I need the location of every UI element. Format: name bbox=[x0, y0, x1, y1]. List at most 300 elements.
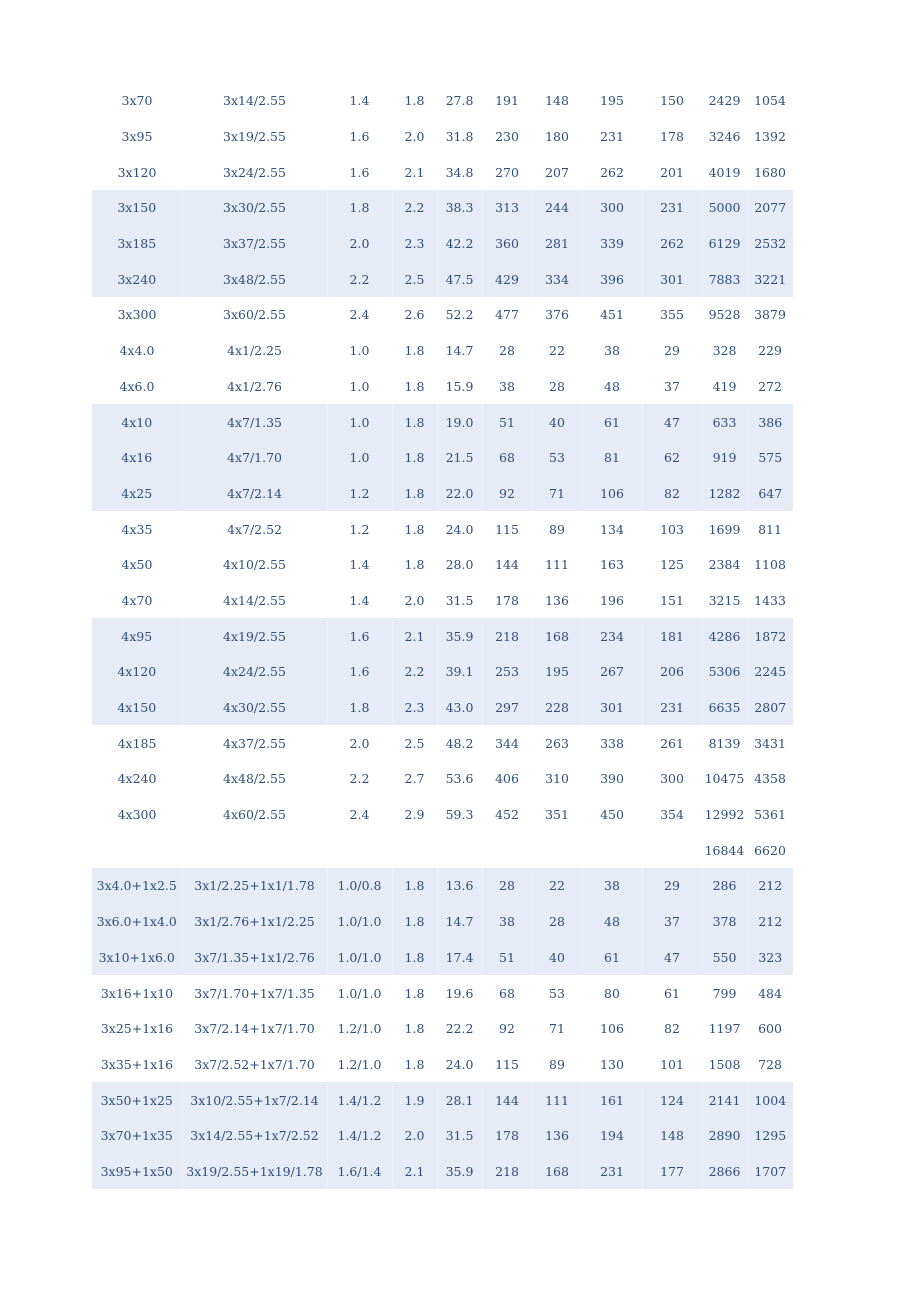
table-cell: 2.1 bbox=[404, 164, 425, 180]
table-cell: 484 bbox=[758, 985, 782, 1001]
table-cell: 1.8 bbox=[404, 985, 425, 1001]
table-cell: 2.1 bbox=[392, 1154, 437, 1190]
table-cell: 2890 bbox=[702, 1118, 747, 1154]
table-cell: 2.3 bbox=[392, 690, 437, 726]
table-cell: 270 bbox=[495, 164, 519, 180]
table-cell: 22 bbox=[532, 868, 582, 904]
table-cell: 3x4.0+1x2.5 bbox=[92, 868, 182, 904]
table-cell: 28.1 bbox=[437, 1082, 482, 1118]
table-cell: 4x19/2.55 bbox=[182, 618, 327, 654]
table-cell: 1.4 bbox=[349, 557, 370, 573]
table-cell: 1.0 bbox=[327, 404, 392, 440]
table-cell: 3x95+1x50 bbox=[92, 1154, 182, 1190]
table-cell: 168 bbox=[532, 618, 582, 654]
table-cell: 406 bbox=[495, 771, 519, 787]
table-cell: 231 bbox=[642, 690, 702, 726]
table-cell: 43.0 bbox=[437, 690, 482, 726]
table-cell: 136 bbox=[545, 592, 569, 608]
table-cell: 195 bbox=[600, 93, 624, 109]
table-cell: 1.8 bbox=[392, 940, 437, 976]
table-cell: 144 bbox=[495, 557, 519, 573]
table-row bbox=[92, 1082, 793, 1118]
table-cell: 4x1/2.25 bbox=[227, 343, 282, 359]
table-cell: 31.5 bbox=[445, 592, 474, 608]
table-cell: 144 bbox=[482, 1082, 532, 1118]
table-cell: 218 bbox=[482, 618, 532, 654]
table-cell: 2.5 bbox=[404, 735, 425, 751]
table-cell: 4x60/2.55 bbox=[223, 807, 286, 823]
table-cell: 3x240 bbox=[92, 261, 182, 297]
table-cell: 195 bbox=[532, 654, 582, 690]
table-cell: 1.4 bbox=[349, 93, 370, 109]
table-cell: 4286 bbox=[702, 618, 747, 654]
table-cell: 4x120 bbox=[92, 654, 182, 690]
table-row bbox=[92, 83, 793, 119]
table-cell: 1.2/1.0 bbox=[337, 1056, 382, 1072]
table-cell bbox=[437, 832, 482, 868]
table-cell: 3x50+1x25 bbox=[92, 1082, 182, 1118]
table-row bbox=[92, 1118, 793, 1154]
table-row bbox=[92, 904, 793, 940]
table-cell: 477 bbox=[495, 307, 519, 323]
table-cell: 1.4/1.2 bbox=[327, 1082, 392, 1118]
table-cell: 212 bbox=[747, 904, 793, 940]
table-cell: 1508 bbox=[708, 1056, 741, 1072]
table-cell: 206 bbox=[642, 654, 702, 690]
table-cell: 71 bbox=[549, 1021, 565, 1037]
table-cell: 244 bbox=[532, 190, 582, 226]
table-cell: 4x1/2.76 bbox=[227, 378, 282, 394]
table-cell: 1.8 bbox=[392, 440, 437, 476]
table-cell: 4x10 bbox=[92, 404, 182, 440]
table-cell: 3215 bbox=[708, 592, 741, 608]
table-cell: 355 bbox=[660, 307, 684, 323]
table-cell: 3x14/2.55 bbox=[223, 93, 286, 109]
table-cell: 550 bbox=[702, 940, 747, 976]
table-cell: 231 bbox=[600, 129, 624, 145]
table-cell: 1.8 bbox=[404, 343, 425, 359]
table-row bbox=[92, 119, 793, 155]
table-cell: 1.8 bbox=[392, 868, 437, 904]
table-cell: 310 bbox=[545, 771, 569, 787]
table-cell: 47 bbox=[642, 940, 702, 976]
table-cell: 3x6.0+1x4.0 bbox=[92, 904, 182, 940]
table-cell: 47.5 bbox=[437, 261, 482, 297]
table-cell: 2077 bbox=[747, 190, 793, 226]
table-cell: 4019 bbox=[708, 164, 741, 180]
table-cell: 1.8 bbox=[327, 690, 392, 726]
table-cell: 1.8 bbox=[404, 521, 425, 537]
table-cell bbox=[182, 832, 327, 868]
table-cell: 178 bbox=[482, 1118, 532, 1154]
table-cell: 61 bbox=[582, 404, 642, 440]
table-row bbox=[92, 690, 793, 726]
table-cell: 8139 bbox=[708, 735, 741, 751]
table-cell: 178 bbox=[660, 129, 684, 145]
table-cell: 35.9 bbox=[437, 1154, 482, 1190]
table-cell: 450 bbox=[600, 807, 624, 823]
table-cell: 3x35+1x16 bbox=[100, 1056, 174, 1072]
table-cell: 1.4/1.2 bbox=[327, 1118, 392, 1154]
table-cell: 313 bbox=[482, 190, 532, 226]
table-cell: 4x7/2.52 bbox=[227, 521, 282, 537]
table-cell: 2.6 bbox=[404, 307, 425, 323]
table-cell: 151 bbox=[660, 592, 684, 608]
table-cell: 301 bbox=[582, 690, 642, 726]
table-cell: 4x25 bbox=[92, 476, 182, 512]
table-cell: 212 bbox=[747, 868, 793, 904]
table-cell: 2.7 bbox=[404, 771, 425, 787]
table-cell: 2.0 bbox=[327, 226, 392, 262]
table-cell: 4x24/2.55 bbox=[182, 654, 327, 690]
table-cell: 5306 bbox=[702, 654, 747, 690]
table-cell: 228 bbox=[532, 690, 582, 726]
table-cell: 3x150 bbox=[92, 190, 182, 226]
table-cell: 4x185 bbox=[117, 735, 157, 751]
table-cell: 1.2 bbox=[349, 521, 370, 537]
table-cell: 35.9 bbox=[437, 618, 482, 654]
table-cell: 191 bbox=[495, 93, 519, 109]
table-cell: 1.2 bbox=[327, 476, 392, 512]
table-cell: 21.5 bbox=[437, 440, 482, 476]
table-cell: 150 bbox=[660, 93, 684, 109]
table-cell: 4x7/2.14 bbox=[182, 476, 327, 512]
table-cell: 16844 bbox=[704, 842, 745, 858]
table-cell: 262 bbox=[642, 226, 702, 262]
table-row bbox=[92, 154, 793, 190]
table-row bbox=[92, 832, 793, 868]
table-cell: 2.3 bbox=[392, 226, 437, 262]
table-cell: 161 bbox=[582, 1082, 642, 1118]
table-cell: 2429 bbox=[708, 93, 741, 109]
table-cell: 1.8 bbox=[327, 190, 392, 226]
table-cell: 59.3 bbox=[445, 807, 474, 823]
table-cell: 3x7/2.52+1x7/1.70 bbox=[194, 1056, 315, 1072]
table-cell: 1.0 bbox=[349, 343, 370, 359]
table-cell: 38.3 bbox=[437, 190, 482, 226]
table-cell: 48.2 bbox=[445, 735, 474, 751]
table-cell: 1.8 bbox=[404, 1021, 425, 1037]
table-cell: 3x7/2.14+1x7/1.70 bbox=[194, 1021, 315, 1037]
table-cell: 28 bbox=[482, 868, 532, 904]
table-cell: 28 bbox=[532, 904, 582, 940]
table-cell: 811 bbox=[758, 521, 782, 537]
table-cell: 3x1/2.76+1x1/2.25 bbox=[182, 904, 327, 940]
table-cell: 52.2 bbox=[445, 307, 474, 323]
table-cell: 339 bbox=[582, 226, 642, 262]
table-cell bbox=[642, 832, 702, 868]
table-cell: 148 bbox=[642, 1118, 702, 1154]
table-cell: 130 bbox=[600, 1056, 624, 1072]
table-cell: 207 bbox=[545, 164, 569, 180]
table-cell: 1.0 bbox=[327, 440, 392, 476]
table-cell: 4x95 bbox=[92, 618, 182, 654]
table-cell bbox=[582, 832, 642, 868]
table-cell bbox=[482, 832, 532, 868]
table-cell: 3221 bbox=[747, 261, 793, 297]
table-cell: 3x7/1.70+1x7/1.35 bbox=[194, 985, 315, 1001]
table-row bbox=[92, 761, 793, 797]
table-cell: 38 bbox=[499, 378, 515, 394]
table-cell: 81 bbox=[582, 440, 642, 476]
table-cell: 4x35 bbox=[121, 521, 153, 537]
table-cell: 1.8 bbox=[392, 904, 437, 940]
table-cell: 3x60/2.55 bbox=[223, 307, 286, 323]
table-cell: 148 bbox=[545, 93, 569, 109]
table-cell: 451 bbox=[600, 307, 624, 323]
table-cell: 6635 bbox=[702, 690, 747, 726]
table-cell: 194 bbox=[582, 1118, 642, 1154]
table-cell: 386 bbox=[747, 404, 793, 440]
table-cell: 231 bbox=[582, 1154, 642, 1190]
table-cell: 2141 bbox=[702, 1082, 747, 1118]
table-cell: 3x70 bbox=[121, 93, 153, 109]
table-cell: 272 bbox=[758, 378, 782, 394]
table-row bbox=[92, 369, 793, 405]
table-cell: 106 bbox=[582, 476, 642, 512]
table-cell: 111 bbox=[532, 1082, 582, 1118]
table-cell: 799 bbox=[712, 985, 737, 1001]
table-cell: 1282 bbox=[702, 476, 747, 512]
table-cell: 1.0/1.0 bbox=[327, 904, 392, 940]
table-cell: 48 bbox=[604, 378, 620, 394]
table-cell: 22.2 bbox=[445, 1021, 474, 1037]
table-cell: 253 bbox=[482, 654, 532, 690]
table-row bbox=[92, 725, 793, 761]
table-cell: 4x7/1.70 bbox=[182, 440, 327, 476]
table-cell: 1.8 bbox=[404, 1056, 425, 1072]
table-cell: 24.0 bbox=[445, 1056, 474, 1072]
table-cell: 263 bbox=[545, 735, 569, 751]
table-cell: 39.1 bbox=[437, 654, 482, 690]
table-row bbox=[92, 511, 793, 547]
table-cell: 4x30/2.55 bbox=[182, 690, 327, 726]
table-cell: 1.2/1.0 bbox=[337, 1021, 382, 1037]
table-cell: 4x37/2.55 bbox=[223, 735, 286, 751]
table-cell: 178 bbox=[495, 592, 519, 608]
table-cell bbox=[92, 832, 182, 868]
table-cell: 89 bbox=[549, 1056, 565, 1072]
table-cell: 4x7/1.35 bbox=[182, 404, 327, 440]
table-cell: 1.0 bbox=[349, 378, 370, 394]
table-cell: 3x30/2.55 bbox=[182, 190, 327, 226]
table-cell: 2.2 bbox=[327, 261, 392, 297]
table-cell: 61 bbox=[582, 940, 642, 976]
table-cell: 3x25+1x16 bbox=[100, 1021, 174, 1037]
table-cell: 3x48/2.55 bbox=[182, 261, 327, 297]
table-cell: 71 bbox=[532, 476, 582, 512]
table-cell: 1108 bbox=[754, 557, 786, 573]
table-cell: 4x4.0 bbox=[119, 343, 155, 359]
table-row bbox=[92, 190, 793, 226]
table-cell: 1.8 bbox=[392, 476, 437, 512]
table-cell: 3x300 bbox=[117, 307, 157, 323]
table-cell: 262 bbox=[600, 164, 624, 180]
table-cell: 180 bbox=[545, 129, 569, 145]
table-cell: 82 bbox=[664, 1021, 680, 1037]
table-cell: 338 bbox=[600, 735, 624, 751]
table-row bbox=[92, 654, 793, 690]
table-cell: 34.8 bbox=[445, 164, 474, 180]
table-cell: 51 bbox=[482, 404, 532, 440]
table-cell: 4x10/2.55 bbox=[223, 557, 286, 573]
table-cell: 37 bbox=[642, 904, 702, 940]
table-cell: 68 bbox=[482, 440, 532, 476]
table-cell: 111 bbox=[545, 557, 569, 573]
table-cell bbox=[392, 832, 437, 868]
table-cell: 80 bbox=[604, 985, 620, 1001]
table-cell: 68 bbox=[499, 985, 515, 1001]
table-cell: 261 bbox=[660, 735, 684, 751]
table-cell: 600 bbox=[758, 1021, 782, 1037]
table-cell: 633 bbox=[702, 404, 747, 440]
table-cell: 3x19/2.55+1x19/1.78 bbox=[182, 1154, 327, 1190]
table-cell: 4358 bbox=[754, 771, 786, 787]
table-row bbox=[92, 1047, 793, 1083]
table-cell: 328 bbox=[712, 343, 737, 359]
table-cell: 429 bbox=[482, 261, 532, 297]
table-cell: 134 bbox=[600, 521, 624, 537]
table-cell: 297 bbox=[482, 690, 532, 726]
table-cell: 1295 bbox=[747, 1118, 793, 1154]
table-cell: 2532 bbox=[747, 226, 793, 262]
table-cell: 6620 bbox=[754, 842, 786, 858]
table-cell: 1392 bbox=[754, 129, 786, 145]
table-cell: 2.0 bbox=[404, 129, 425, 145]
table-row bbox=[92, 261, 793, 297]
table-cell bbox=[327, 832, 392, 868]
table-cell: 3x37/2.55 bbox=[182, 226, 327, 262]
table-cell: 29 bbox=[642, 868, 702, 904]
table-cell: 1004 bbox=[747, 1082, 793, 1118]
table-cell: 728 bbox=[758, 1056, 782, 1072]
table-cell: 300 bbox=[582, 190, 642, 226]
table-cell: 38 bbox=[582, 868, 642, 904]
table-cell: 3x10/2.55+1x7/2.14 bbox=[182, 1082, 327, 1118]
table-cell: 281 bbox=[532, 226, 582, 262]
table-cell: 4x240 bbox=[117, 771, 157, 787]
table-row bbox=[92, 547, 793, 583]
table-cell: 3x120 bbox=[117, 164, 157, 180]
table-row bbox=[92, 404, 793, 440]
table-body bbox=[92, 83, 793, 1189]
table-cell: 22 bbox=[549, 343, 565, 359]
table-cell: 360 bbox=[482, 226, 532, 262]
table-cell: 3246 bbox=[708, 129, 741, 145]
table-cell: 29 bbox=[664, 343, 680, 359]
table-cell: 2866 bbox=[702, 1154, 747, 1190]
table-cell: 125 bbox=[660, 557, 684, 573]
table-cell: 5000 bbox=[702, 190, 747, 226]
table-cell: 351 bbox=[545, 807, 569, 823]
table-row bbox=[92, 797, 793, 833]
table-cell: 3x24/2.55 bbox=[223, 164, 286, 180]
table-cell: 22.0 bbox=[437, 476, 482, 512]
table-cell: 163 bbox=[600, 557, 624, 573]
table-cell: 323 bbox=[747, 940, 793, 976]
table-cell: 2.0 bbox=[349, 735, 370, 751]
table-cell: 1.8 bbox=[404, 93, 425, 109]
table-cell: 1.0/1.0 bbox=[337, 985, 382, 1001]
table-cell: 300 bbox=[660, 771, 684, 787]
table-cell: 2.2 bbox=[392, 654, 437, 690]
table-cell: 3x7/1.35+1x1/2.76 bbox=[182, 940, 327, 976]
table-cell: 2.1 bbox=[392, 618, 437, 654]
table-cell: 28.0 bbox=[445, 557, 474, 573]
table-cell: 92 bbox=[482, 476, 532, 512]
table-cell: 15.9 bbox=[445, 378, 474, 394]
table-cell: 31.8 bbox=[445, 129, 474, 145]
table-cell bbox=[532, 832, 582, 868]
table-cell: 101 bbox=[660, 1056, 684, 1072]
table-cell: 390 bbox=[600, 771, 624, 787]
table-cell: 7883 bbox=[702, 261, 747, 297]
table-cell: 2.2 bbox=[349, 771, 370, 787]
table-cell: 14.7 bbox=[445, 343, 474, 359]
table-cell: 2807 bbox=[747, 690, 793, 726]
table-cell: 1.0/1.0 bbox=[327, 940, 392, 976]
table-cell: 106 bbox=[600, 1021, 624, 1037]
table-cell: 231 bbox=[642, 190, 702, 226]
table-cell: 19.0 bbox=[437, 404, 482, 440]
table-cell: 419 bbox=[712, 378, 737, 394]
table-cell: 38 bbox=[604, 343, 620, 359]
table-cell: 4x300 bbox=[117, 807, 157, 823]
table-cell: 1707 bbox=[747, 1154, 793, 1190]
table-row bbox=[92, 868, 793, 904]
table-cell: 1.6 bbox=[327, 654, 392, 690]
table-cell: 5361 bbox=[754, 807, 786, 823]
table-cell: 53 bbox=[549, 985, 565, 1001]
table-cell: 38 bbox=[482, 904, 532, 940]
table-cell: 1.8 bbox=[404, 557, 425, 573]
table-cell: 1.0/0.8 bbox=[327, 868, 392, 904]
table-cell: 218 bbox=[482, 1154, 532, 1190]
table-cell: 2.2 bbox=[392, 190, 437, 226]
table-cell: 51 bbox=[482, 940, 532, 976]
table-cell: 2.0 bbox=[392, 1118, 437, 1154]
table-cell: 103 bbox=[660, 521, 684, 537]
table-cell: 919 bbox=[702, 440, 747, 476]
table-cell: 334 bbox=[532, 261, 582, 297]
table-cell: 3x95 bbox=[121, 129, 153, 145]
table-row bbox=[92, 226, 793, 262]
table-row bbox=[92, 297, 793, 333]
table-cell: 13.6 bbox=[437, 868, 482, 904]
table-cell: 201 bbox=[660, 164, 684, 180]
table-cell: 3x185 bbox=[92, 226, 182, 262]
table-cell: 1.8 bbox=[404, 378, 425, 394]
table-cell: 40 bbox=[532, 404, 582, 440]
table-cell: 3x19/2.55 bbox=[223, 129, 286, 145]
table-cell: 354 bbox=[660, 807, 684, 823]
table-row bbox=[92, 975, 793, 1011]
table-row bbox=[92, 476, 793, 512]
table-cell: 12992 bbox=[704, 807, 745, 823]
table-cell: 3x10+1x6.0 bbox=[92, 940, 182, 976]
table-cell: 196 bbox=[600, 592, 624, 608]
table-cell: 378 bbox=[702, 904, 747, 940]
table-cell: 3x1/2.25+1x1/1.78 bbox=[182, 868, 327, 904]
table-cell: 89 bbox=[549, 521, 565, 537]
table-cell: 177 bbox=[642, 1154, 702, 1190]
table-cell: 61 bbox=[664, 985, 680, 1001]
table-row bbox=[92, 333, 793, 369]
table-row bbox=[92, 618, 793, 654]
table-cell: 6129 bbox=[702, 226, 747, 262]
table-cell: 1.6 bbox=[327, 618, 392, 654]
table-cell: 1197 bbox=[708, 1021, 741, 1037]
